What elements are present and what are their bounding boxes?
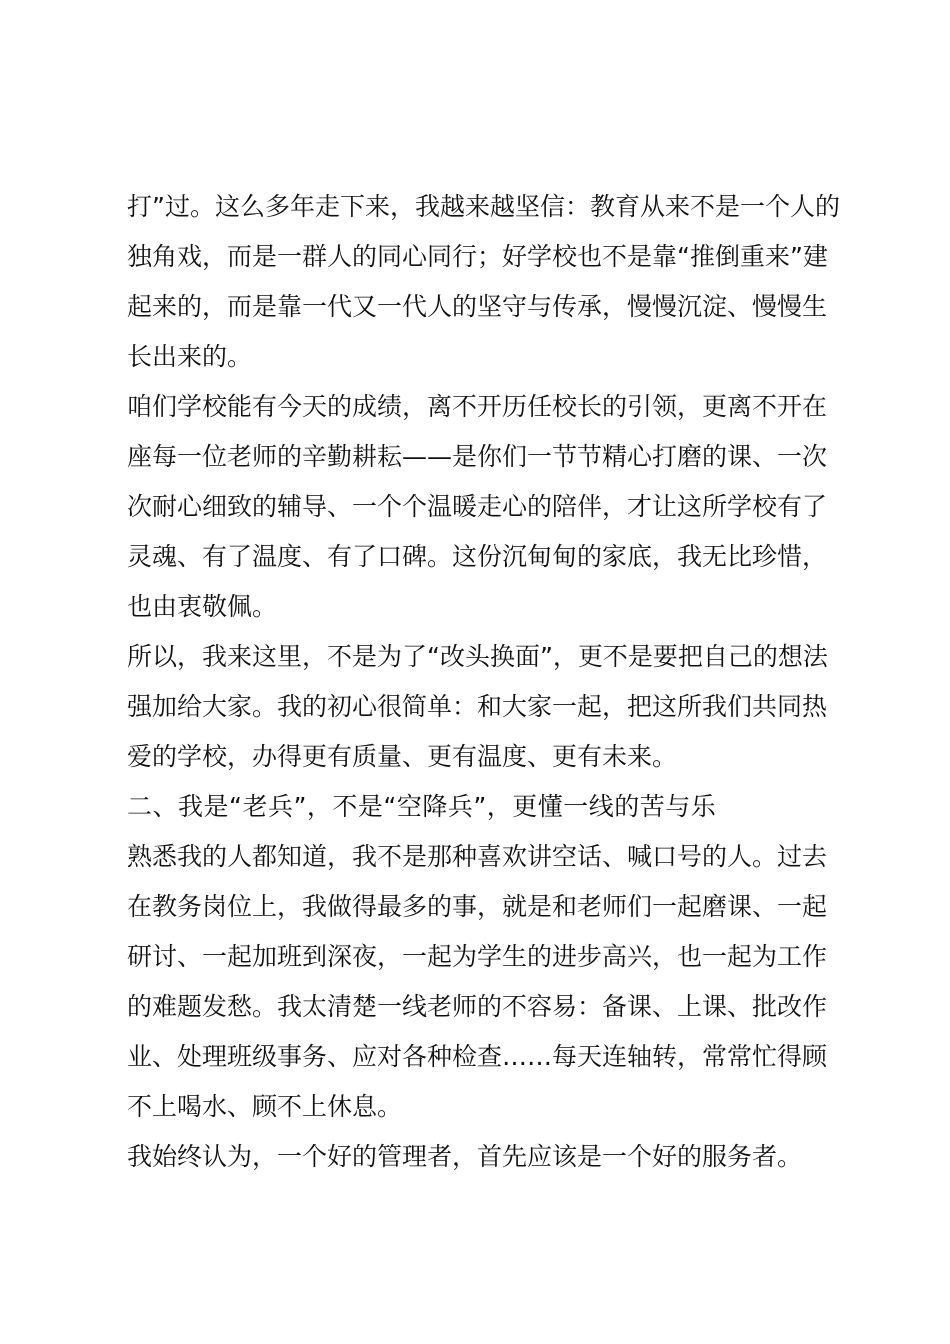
section-paragraph-1: 熟悉我的人都知道，我不是那种喜欢讲空话、喊口号的人。过去在教务岗位上，我做得最多的事，就是和老师们一起磨课、一起研讨、一起加班到深夜，一起为学生的进步高兴，也一起为工作的难题发愁。我太清楚一线老师的不容易：备课、上课、批改作业、处理班级事务、应对各种检查……每天连轴转，常常忙得顾不上喝水、顾不上休息。 — [127, 842, 828, 1121]
paragraph-3: 所以，我来这里，不是为了“改头换面”，更不是要把自己的想法强加给大家。我的初心很简单：和大家一起，把这所我们共同热爱的学校，办得更有质量、更有温度、更有未来。 — [127, 642, 828, 771]
paragraph-1: 打”过。这么多年走下来，我越来越坚信：教育从来不是一个人的独角戏，而是一群人的同心同行；好学校也不是靠“推倒重来”建起来的，而是靠一代又一代人的坚守与传承，慢慢沉淀、慢慢生长出来的。 — [127, 192, 840, 371]
document-body — [127, 182, 847, 1182]
section-heading: 二、我是“老兵”，不是“空降兵”，更懂一线的苦与乐 — [127, 792, 717, 821]
paragraph-2: 咱们学校能有今天的成绩，离不开历任校长的引领，更离不开在座每一位老师的辛勤耕耘——是你们一节节精心打磨的课、一次次耐心细致的辅导、一个个温暖走心的陪伴，才让这所学校有了灵魂、有了温度、有了口碑。这份沉甸甸的家底，我无比珍惜，也由衷敬佩。 — [127, 392, 828, 621]
section-paragraph-2: 我始终认为，一个好的管理者，首先应该是一个好的服务者。 — [127, 1142, 803, 1171]
